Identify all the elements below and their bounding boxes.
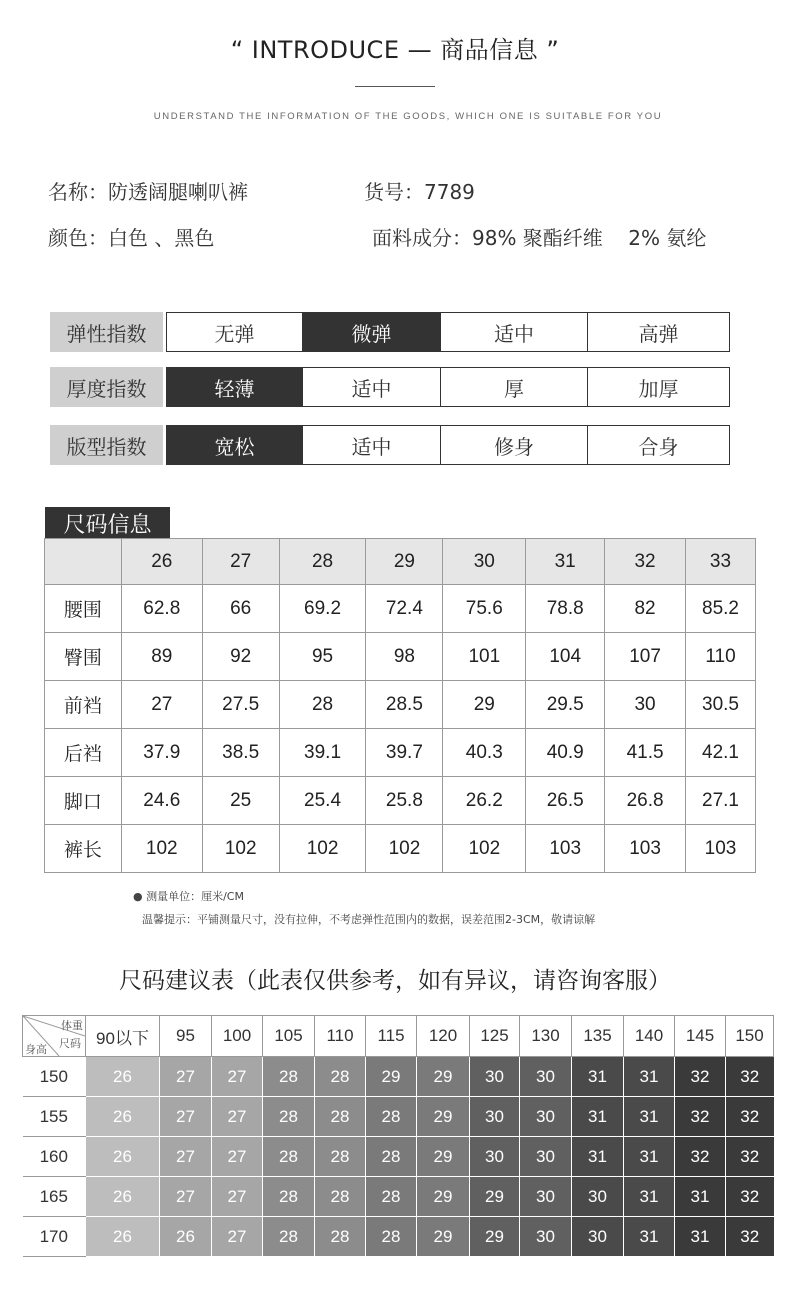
recommended-size-cell: 27 — [212, 1097, 263, 1137]
recommended-size-cell: 30 — [470, 1057, 520, 1097]
recommended-size-cell: 30 — [470, 1097, 520, 1137]
recommended-size-cell: 28 — [315, 1057, 366, 1097]
weight-header-cell: 145 — [675, 1016, 726, 1057]
recommended-size-cell: 31 — [572, 1137, 624, 1177]
size-value-cell: 25.8 — [366, 777, 443, 825]
size-value-cell: 41.5 — [605, 729, 686, 777]
size-recommendation-table — [22, 1015, 774, 1257]
recommended-size-cell: 28 — [263, 1217, 315, 1257]
recommended-size-cell: 29 — [417, 1217, 470, 1257]
size-value-cell: 27 — [121, 681, 202, 729]
recommended-size-cell: 28 — [315, 1097, 366, 1137]
recommended-size-cell: 27 — [212, 1137, 263, 1177]
size-header-cell: 27 — [202, 539, 279, 585]
recommended-size-cell: 32 — [675, 1137, 726, 1177]
recommended-size-cell: 31 — [624, 1097, 675, 1137]
recommended-size-cell: 29 — [417, 1057, 470, 1097]
recommended-size-cell: 31 — [572, 1097, 624, 1137]
size-value-cell: 24.6 — [121, 777, 202, 825]
recommended-size-cell: 28 — [315, 1217, 366, 1257]
index-option: 无弹 — [166, 312, 303, 352]
size-value-cell: 110 — [686, 633, 756, 681]
recommended-size-cell: 32 — [726, 1057, 774, 1097]
size-table-row — [45, 825, 756, 873]
page-title: “ INTRODUCE — 商品信息 ” — [230, 36, 560, 64]
measurement-unit-note: ● 测量单位：厘米/CM — [133, 890, 244, 903]
recommended-size-cell: 30 — [520, 1097, 572, 1137]
size-value-cell: 26.2 — [443, 777, 526, 825]
recommended-size-cell: 32 — [726, 1177, 774, 1217]
recommended-size-cell: 29 — [417, 1097, 470, 1137]
height-label-cell: 150 — [23, 1057, 86, 1097]
recommended-size-cell: 28 — [263, 1057, 315, 1097]
index-option: 高弹 — [587, 312, 730, 352]
recommended-size-cell: 29 — [366, 1057, 417, 1097]
size-value-cell: 69.2 — [279, 585, 366, 633]
size-value-cell: 62.8 — [121, 585, 202, 633]
size-value-cell: 103 — [526, 825, 605, 873]
index-label: 版型指数 — [50, 425, 163, 465]
index-label: 弹性指数 — [50, 312, 163, 352]
weight-header-cell: 120 — [417, 1016, 470, 1057]
size-value-cell: 72.4 — [366, 585, 443, 633]
size-value-cell: 37.9 — [121, 729, 202, 777]
corner-size-label: 尺码 — [59, 1037, 81, 1050]
size-header-cell: 28 — [279, 539, 366, 585]
index-option: 合身 — [587, 425, 730, 465]
size-header-cell: 30 — [443, 539, 526, 585]
recommendation-row — [23, 1097, 774, 1137]
recommended-size-cell: 30 — [520, 1217, 572, 1257]
recommended-size-cell: 31 — [624, 1177, 675, 1217]
recommended-size-cell: 28 — [263, 1177, 315, 1217]
size-header-cell: 31 — [526, 539, 605, 585]
size-value-cell: 95 — [279, 633, 366, 681]
size-value-cell: 92 — [202, 633, 279, 681]
recommended-size-cell: 30 — [520, 1137, 572, 1177]
weight-header-cell: 110 — [315, 1016, 366, 1057]
recommended-size-cell: 27 — [160, 1097, 212, 1137]
recommended-size-cell: 27 — [212, 1057, 263, 1097]
recommendation-row — [23, 1217, 774, 1257]
title-divider — [355, 86, 435, 87]
size-value-cell: 26.8 — [605, 777, 686, 825]
weight-header-cell: 90以下 — [86, 1016, 160, 1057]
size-header-row — [45, 539, 756, 585]
size-value-cell: 40.3 — [443, 729, 526, 777]
recommended-size-cell: 28 — [263, 1097, 315, 1137]
recommended-size-cell: 32 — [726, 1097, 774, 1137]
weight-header-cell: 95 — [160, 1016, 212, 1057]
size-value-cell: 102 — [121, 825, 202, 873]
size-row-label: 裤长 — [45, 825, 122, 873]
recommended-size-cell: 27 — [212, 1177, 263, 1217]
recommended-size-cell: 26 — [86, 1137, 160, 1177]
recommended-size-cell: 26 — [160, 1217, 212, 1257]
index-option: 厚 — [440, 367, 588, 407]
recommended-size-cell: 32 — [726, 1137, 774, 1177]
size-value-cell: 28.5 — [366, 681, 443, 729]
size-table-row — [45, 729, 756, 777]
index-option: 适中 — [302, 425, 441, 465]
recommendation-corner-cell — [23, 1016, 86, 1057]
size-value-cell: 38.5 — [202, 729, 279, 777]
recommended-size-cell: 26 — [86, 1177, 160, 1217]
recommendation-row — [23, 1137, 774, 1177]
recommended-size-cell: 31 — [675, 1177, 726, 1217]
size-value-cell: 82 — [605, 585, 686, 633]
size-header-corner — [45, 539, 122, 585]
size-value-cell: 107 — [605, 633, 686, 681]
size-row-label: 后裆 — [45, 729, 122, 777]
recommended-size-cell: 27 — [160, 1137, 212, 1177]
recommended-size-cell: 28 — [366, 1137, 417, 1177]
size-info-table — [44, 538, 756, 873]
size-value-cell: 75.6 — [443, 585, 526, 633]
size-value-cell: 103 — [686, 825, 756, 873]
height-label-cell: 170 — [23, 1217, 86, 1257]
recommended-size-cell: 32 — [675, 1097, 726, 1137]
product-fabric: 面料成分：98% 聚酯纤维 2% 氨纶 — [372, 226, 707, 250]
size-value-cell: 25 — [202, 777, 279, 825]
page-subtitle: UNDERSTAND THE INFORMATION OF THE GOODS, WHICH ONE IS SUITABLE FOR YOU — [153, 111, 663, 122]
recommended-size-cell: 30 — [520, 1177, 572, 1217]
size-value-cell: 101 — [443, 633, 526, 681]
height-label-cell: 160 — [23, 1137, 86, 1177]
corner-height-label: 身高 — [25, 1043, 47, 1056]
size-value-cell: 39.7 — [366, 729, 443, 777]
recommendation-header-row — [23, 1016, 774, 1057]
recommended-size-cell: 32 — [675, 1057, 726, 1097]
size-value-cell: 42.1 — [686, 729, 756, 777]
size-value-cell: 102 — [443, 825, 526, 873]
measurement-tip-note: 温馨提示：平铺测量尺寸，没有拉伸，不考虑弹性范围内的数据，误差范围2-3CM，敬请谅解 — [142, 913, 596, 926]
recommended-size-cell: 28 — [315, 1137, 366, 1177]
index-option: 修身 — [440, 425, 588, 465]
size-header-cell: 26 — [121, 539, 202, 585]
size-value-cell: 85.2 — [686, 585, 756, 633]
weight-header-cell: 130 — [520, 1016, 572, 1057]
size-value-cell: 28 — [279, 681, 366, 729]
size-value-cell: 25.4 — [279, 777, 366, 825]
weight-header-cell: 100 — [212, 1016, 263, 1057]
recommended-size-cell: 26 — [86, 1057, 160, 1097]
size-row-label: 腰围 — [45, 585, 122, 633]
index-option: 加厚 — [587, 367, 730, 407]
size-value-cell: 104 — [526, 633, 605, 681]
recommended-size-cell: 29 — [470, 1177, 520, 1217]
size-value-cell: 66 — [202, 585, 279, 633]
recommended-size-cell: 28 — [366, 1217, 417, 1257]
recommended-size-cell: 30 — [470, 1137, 520, 1177]
index-option: 适中 — [302, 367, 441, 407]
size-value-cell: 89 — [121, 633, 202, 681]
size-value-cell: 29 — [443, 681, 526, 729]
recommended-size-cell: 29 — [470, 1217, 520, 1257]
index-option: 微弹 — [302, 312, 441, 352]
weight-header-cell: 140 — [624, 1016, 675, 1057]
recommended-size-cell: 26 — [86, 1217, 160, 1257]
recommended-size-cell: 31 — [624, 1137, 675, 1177]
size-value-cell: 98 — [366, 633, 443, 681]
size-table-row — [45, 681, 756, 729]
recommended-size-cell: 27 — [212, 1217, 263, 1257]
recommended-size-cell: 29 — [417, 1177, 470, 1217]
size-header-cell: 32 — [605, 539, 686, 585]
recommended-size-cell: 32 — [726, 1217, 774, 1257]
weight-header-cell: 135 — [572, 1016, 624, 1057]
recommended-size-cell: 29 — [417, 1137, 470, 1177]
product-color: 颜色：白色 、黑色 — [48, 226, 215, 250]
recommended-size-cell: 30 — [520, 1057, 572, 1097]
weight-header-cell: 115 — [366, 1016, 417, 1057]
size-value-cell: 27.1 — [686, 777, 756, 825]
product-name: 名称：防透阔腿喇叭裤 — [48, 180, 248, 204]
weight-header-cell: 150 — [726, 1016, 774, 1057]
size-table-row — [45, 585, 756, 633]
size-value-cell: 30.5 — [686, 681, 756, 729]
recommended-size-cell: 31 — [624, 1217, 675, 1257]
size-value-cell: 103 — [605, 825, 686, 873]
size-header-cell: 33 — [686, 539, 756, 585]
size-table-row — [45, 777, 756, 825]
height-label-cell: 155 — [23, 1097, 86, 1137]
recommended-size-cell: 28 — [315, 1177, 366, 1217]
size-recommendation-title: 尺码建议表（此表仅供参考，如有异议，请咨询客服） — [119, 968, 671, 994]
size-value-cell: 29.5 — [526, 681, 605, 729]
size-value-cell: 102 — [202, 825, 279, 873]
size-info-heading: 尺码信息 — [45, 507, 170, 539]
size-row-label: 臀围 — [45, 633, 122, 681]
index-option: 宽松 — [166, 425, 303, 465]
size-value-cell: 27.5 — [202, 681, 279, 729]
height-label-cell: 165 — [23, 1177, 86, 1217]
weight-header-cell: 125 — [470, 1016, 520, 1057]
recommended-size-cell: 30 — [572, 1217, 624, 1257]
index-option: 适中 — [440, 312, 588, 352]
size-header-cell: 29 — [366, 539, 443, 585]
size-row-label: 脚口 — [45, 777, 122, 825]
recommended-size-cell: 28 — [366, 1097, 417, 1137]
size-value-cell: 102 — [279, 825, 366, 873]
index-label: 厚度指数 — [50, 367, 163, 407]
recommended-size-cell: 30 — [572, 1177, 624, 1217]
recommendation-row — [23, 1177, 774, 1217]
recommended-size-cell: 26 — [86, 1097, 160, 1137]
recommendation-row — [23, 1057, 774, 1097]
recommended-size-cell: 31 — [572, 1057, 624, 1097]
index-option: 轻薄 — [166, 367, 303, 407]
recommended-size-cell: 28 — [263, 1137, 315, 1177]
recommended-size-cell: 27 — [160, 1057, 212, 1097]
size-value-cell: 30 — [605, 681, 686, 729]
size-value-cell: 40.9 — [526, 729, 605, 777]
recommended-size-cell: 28 — [366, 1177, 417, 1217]
recommended-size-cell: 31 — [624, 1057, 675, 1097]
product-item-number: 货号：7789 — [364, 180, 475, 204]
size-table-row — [45, 633, 756, 681]
size-value-cell: 102 — [366, 825, 443, 873]
recommended-size-cell: 27 — [160, 1177, 212, 1217]
size-value-cell: 78.8 — [526, 585, 605, 633]
size-row-label: 前裆 — [45, 681, 122, 729]
weight-header-cell: 105 — [263, 1016, 315, 1057]
corner-weight-label: 体重 — [61, 1019, 83, 1032]
size-value-cell: 26.5 — [526, 777, 605, 825]
size-value-cell: 39.1 — [279, 729, 366, 777]
recommended-size-cell: 31 — [675, 1217, 726, 1257]
